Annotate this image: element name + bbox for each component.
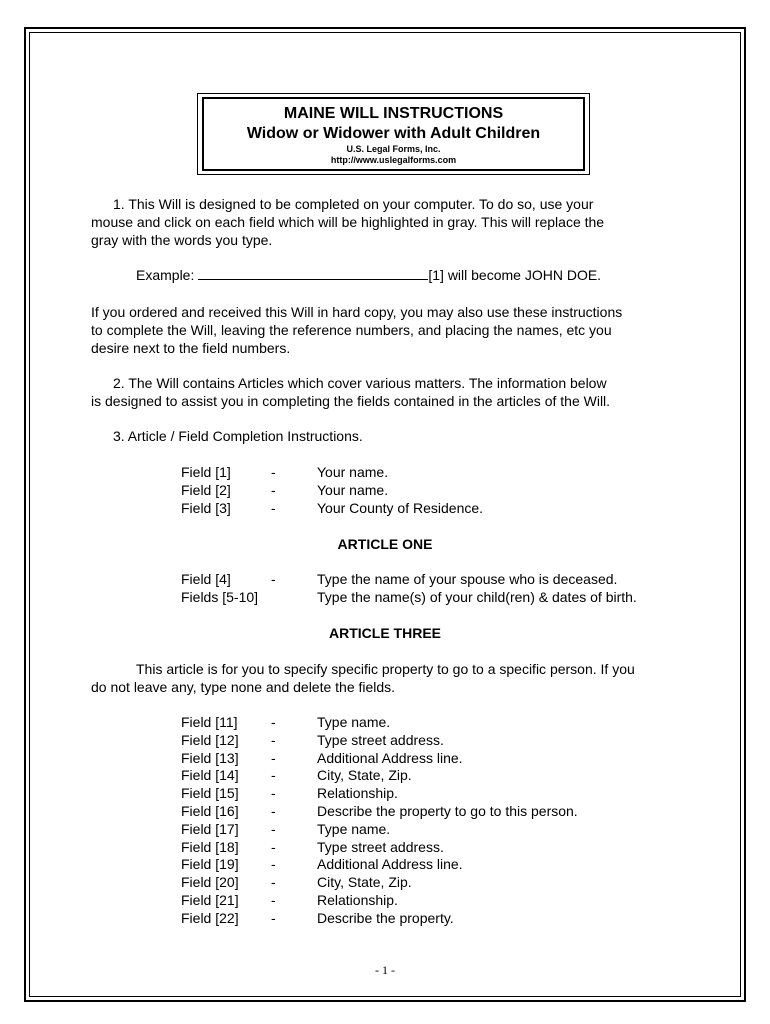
text-line: If you ordered and received this Will in hard copy, you may also use these instructions — [91, 304, 623, 320]
text-line: 2. The Will contains Articles which cover various matters. The information below — [113, 375, 607, 391]
field-row — [181, 588, 681, 606]
company-url: http://www.uslegalforms.com — [330, 155, 457, 165]
field-dash: - — [271, 839, 276, 855]
field-row — [181, 766, 681, 784]
field-label: Field [3] — [181, 500, 231, 516]
document-title: MAINE WILL INSTRUCTIONS — [283, 105, 504, 122]
article-one-heading: ARTICLE ONE — [337, 536, 433, 552]
field-description: Type name. — [317, 821, 391, 837]
text-line: gray with the words you type. — [91, 232, 273, 248]
field-row — [181, 499, 681, 517]
field-description: Describe the property. — [317, 910, 454, 926]
example-label: Example: — [136, 267, 195, 283]
field-description: City, State, Zip. — [317, 767, 412, 783]
field-label: Field [13] — [181, 750, 239, 766]
text-line: to complete the Will, leaving the reference numbers, and placing the names, etc you — [91, 322, 612, 338]
field-label: Field [18] — [181, 839, 239, 855]
instruction-item-3: 3. Article / Field Completion Instructions. — [113, 428, 363, 444]
field-row — [181, 820, 681, 838]
field-description: Type name. — [317, 714, 391, 730]
field-label: Field [4] — [181, 571, 231, 587]
text-line: desire next to the field numbers. — [91, 340, 291, 356]
field-row — [181, 481, 681, 499]
field-label: Field [21] — [181, 892, 239, 908]
field-description: City, State, Zip. — [317, 874, 412, 890]
document-subtitle: Widow or Widower with Adult Children — [246, 125, 541, 142]
field-dash: - — [271, 571, 276, 587]
field-dash: - — [271, 892, 276, 908]
field-description: Type street address. — [317, 839, 444, 855]
text-line: This article is for you to specify specific property to go to a specific person. If you — [136, 661, 635, 677]
field-dash: - — [271, 750, 276, 766]
example-suffix: [1] will become JOHN DOE. — [428, 267, 602, 283]
field-description: Relationship. — [317, 785, 398, 801]
field-label: Field [19] — [181, 856, 239, 872]
field-description: Type the name(s) of your child(ren) & dates of birth. — [317, 589, 637, 605]
field-row — [181, 713, 681, 731]
hard-copy-paragraph — [91, 303, 691, 357]
field-label: Field [12] — [181, 732, 239, 748]
field-dash: - — [271, 874, 276, 890]
field-description: Describe the property to go to this person. — [317, 803, 578, 819]
example-blank-field — [198, 266, 428, 280]
article-three-intro — [91, 660, 691, 696]
field-row — [181, 802, 681, 820]
field-dash: - — [271, 714, 276, 730]
field-row — [181, 570, 681, 588]
article-three-heading: ARTICLE THREE — [329, 625, 441, 641]
field-description: Additional Address line. — [317, 856, 463, 872]
field-dash: - — [271, 803, 276, 819]
field-description: Your County of Residence. — [317, 500, 484, 516]
field-description: Relationship. — [317, 892, 398, 908]
field-description: Your name. — [317, 482, 389, 498]
field-label: Field [16] — [181, 803, 239, 819]
company-name: U.S. Legal Forms, Inc. — [346, 144, 441, 154]
field-row — [181, 838, 681, 856]
field-dash: - — [271, 821, 276, 837]
field-dash: - — [271, 767, 276, 783]
text-line: do not leave any, type none and delete the fields. — [91, 679, 396, 695]
field-dash: - — [271, 482, 276, 498]
field-dash: - — [271, 732, 276, 748]
text-line: 1. This Will is designed to be completed on your computer. To do so, use your — [113, 196, 594, 212]
field-label: Field [1] — [181, 464, 231, 480]
field-dash: - — [271, 785, 276, 801]
field-row — [181, 891, 681, 909]
field-dash: - — [271, 856, 276, 872]
field-description: Type the name of your spouse who is deceased. — [317, 571, 618, 587]
page-number: - 1 - — [375, 963, 395, 977]
field-dash: - — [271, 500, 276, 516]
field-description: Additional Address line. — [317, 750, 463, 766]
field-row — [181, 784, 681, 802]
field-row — [181, 731, 681, 749]
field-label: Field [17] — [181, 821, 239, 837]
field-label: Field [2] — [181, 482, 231, 498]
field-description: Type street address. — [317, 732, 444, 748]
field-row — [181, 855, 681, 873]
field-label: Field [22] — [181, 910, 239, 926]
example-line — [136, 266, 601, 284]
field-label: Field [14] — [181, 767, 239, 783]
field-label: Fields [5-10] — [181, 589, 259, 605]
field-label: Field [20] — [181, 874, 239, 890]
text-line: mouse and click on each field which will be highlighted in gray. This will replace the — [91, 214, 605, 230]
title-box — [202, 97, 585, 171]
field-dash: - — [271, 464, 276, 480]
field-row — [181, 463, 681, 481]
field-description: Your name. — [317, 464, 389, 480]
instruction-item-1 — [91, 195, 691, 249]
text-line: is designed to assist you in completing the fields contained in the articles of the Will. — [91, 393, 611, 409]
field-label: Field [11] — [181, 714, 238, 730]
field-row — [181, 749, 681, 767]
instruction-item-2 — [91, 374, 691, 410]
field-label: Field [15] — [181, 785, 239, 801]
field-row — [181, 909, 681, 927]
field-row — [181, 873, 681, 891]
field-dash: - — [271, 910, 276, 926]
